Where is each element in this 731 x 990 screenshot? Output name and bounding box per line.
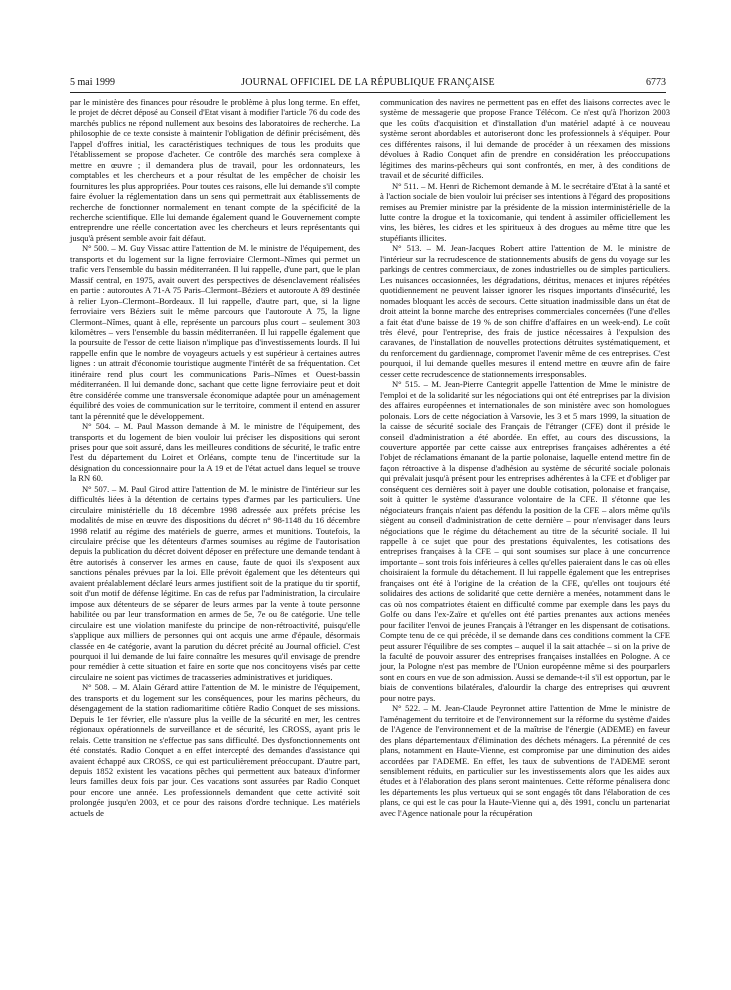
journal-title: JOURNAL OFFICIEL DE LA RÉPUBLIQUE FRANÇAISE (241, 77, 495, 88)
question-507: N° 507. – M. Paul Girod attire l'attention de M. le ministre de l'intérieur sur les difficultés liées à la détention de certains types d'armes par les particuliers. Une circulaire ministérielle du 18 décembre 1998 adressée aux préfets précise les modalités de mise en œuvre des dispositions du décret n° 98-1148 du 16 décembre 1998 relatif au régime des matériels de guerre, armes et munitions. Toutefois, la circulaire précise que les détenteurs d'armes soumises au régime de l'autorisation depuis la publication du décret doivent déposer en préfecture une demande tendant à être autorisés à conserver les armes en cause, faute de quoi ils s'exposent aux sanctions pénales prévues par la loi. Elle prévoit également que les détenteurs qui avaient préalablement déclaré leurs armes justifient soit de la pratique du tir sportif, soit d'un motif de défense légitime. En cas de refus par l'administration, la circulaire impose aux détenteurs de se séparer de leurs armes par la vente à toute personne habilitée ou par leur transformation en armes de 5e, 7e ou 8e catégorie. Une telle circulaire est une violation manifeste du principe de non-rétroactivité, puisqu'elle s'applique aux milliers de personnes qui ont acquis une arme d'épaule, désormais classée en 4e catégorie, avant la parution du décret précité au Journal officiel. C'est pourquoi il lui demande de lui faire connaître les mesures qu'il envisage de prendre pour remédier à cette situation et faire en sorte que nos concitoyens visés par cette circulaire ne soient pas victimes de tracasseries administratives et juridiques. (70, 483, 360, 682)
question-500: N° 500. – M. Guy Vissac attire l'attention de M. le ministre de l'équipement, des transports et du logement sur la ligne ferroviaire Clermont–Nîmes qui permet un trafic vers l'ensemble du bassin méditerranéen. Il lui rappelle, d'une part, que le plan Massif central, en 1975, avait ouvert des perspectives de désenclavement réalisées en partie : autoroutes A 71-A 75 Paris–Clermont–Béziers et autoroute A 89 destinée à relier Lyon–Clermont–Bordeaux. Il lui rappelle, d'autre part, que, si la ligne ferroviaire vers Béziers suit le même parcours que l'autoroute A 75, la ligne Clermont–Nîmes, quant à elle, représente un parcours plus court – seulement 303 kilomètres – vers l'ensemble du bassin méditerranéen. Il lui rappelle également que la poursuite de l'essor de cette liaison n'implique pas d'investissements lourds. Il lui rappelle enfin que le nombre de voyageurs actuels y est supérieur à certaines autres lignes : un attrait d'économie touristique augmente l'intérêt de sa fréquentation. Cet itinéraire rend plus court les communications Paris–Nîmes et Ouest-bassin méditerranéen. Il lui demande donc, sachant que cette ligne ferroviaire peut et doit être considérée comme une transversale économique adaptée pour un aménagement équilibré des voies de communication sur le territoire, comment il entend en assurer tant la pérennité que le développement. (70, 243, 360, 421)
header-rule (70, 92, 666, 93)
page-number: 6773 (646, 77, 666, 88)
page-header (70, 77, 666, 93)
question-522: N° 522. – M. Jean-Claude Peyronnet attire l'attention de Mme le ministre de l'aménagement du territoire et de l'environnement sur la réforme du système d'aides de l'Agence de l'environnement et de la maîtrise de l'énergie (ADEME) en faveur des plans départementaux d'élimination des déchets ménagers. La pérennité de ces plans, notamment en Haute-Vienne, est compromise par une diminution des aides accordées par l'ADEME. En effet, les taux de subventions de l'ADEME seront sensiblement réduits, en particulier sur les investissements alors que les aides aux études et à l'élaboration des plans seront maintenues. Cette réforme pénalisera donc les départements les plus vertueux qui se sont engagés tôt dans l'élaboration de ces plans, ce qui est le cas pour la Haute-Vienne qui a, dès 1991, conclu un partenariat avec l'Agence nationale pour la récupération (380, 703, 670, 818)
question-515: N° 515. – M. Jean-Pierre Cantegrit appelle l'attention de Mme le ministre de l'emploi et de la solidarité sur les négociations qui ont été entreprises par la division des affaires européennes et internationales de son ministère avec son homologues polonais. Lors de cette négociation à Varsovie, les 3 et 5 mars 1999, la situation de la caisse de sécurité sociale des Français de l'étranger (CFE) dont il préside le conseil d'administration a été abordée. En effet, au cours des discussions, la couverture apportée par cette caisse aux entreprises françaises adhérentes a été l'objet de réclamations émanant de la partie polonaise, laquelle entend mettre fin de façon rétroactive à la dispense d'adhésion au système de sécurité sociale polonais qui prévalait jusqu'à présent pour les entreprises adhérentes à la CFE et d'obliger par conséquent ces dernières soit à payer une double cotisation, polonaise et française, soit à quitter le système d'assurance volontaire de la CFE. Il s'étonne que les négociateurs français n'aient pas défendu la position de la CFE – alors même qu'ils siègent au conseil d'administration de cette dernière – pour n'envisager dans leurs négociations que le régime du détachement au titre de la sécurité sociale. Il lui rappelle à ce sujet que pour des prestations équivalentes, les cotisations des entreprises françaises à la CFE – qui sont soumises sur place à une concurrence importante – sont trois fois inférieures à celles qu'elles paieraient dans le cas où elles choisiraient la formule du détachement. Il lui rappelle également que les entreprises françaises ont été à l'origine de la création de la CFE, qu'elles ont toujours été solidaires des actions de solidarité que cette dernière a menées, notamment dans le cas où nos compatriotes étaient en difficulté comme par exemple dans les pays du Golfe ou dans l'ex-Zaïre et qu'elles ont été parties prenantes aux actions menées pour faciliter l'envoi de jeunes Français à l'étranger en les dispensant de cotisations. Compte tenu de ce qui précède, il se demande dans ces conditions comment la CFE peut assurer l'équilibre de ses comptes – auquel il la sait attachée – si on la prive de la faculté de pouvoir assurer des entreprises françaises installées en Pologne. A ce jour, la Pologne n'est pas membre de l'Union européenne même si des pourparlers sont en cours en vue de son admission. Aussi se demande-t-il s'il est opportun, par le biais de conventions bilatérales, d'alourdir la charge des entreprises qui œuvrent pour notre pays. (380, 379, 670, 703)
question-508: N° 508. – M. Alain Gérard attire l'attention de M. le ministre de l'équipement, des transports et du logement sur les conséquences, pour les marins pêcheurs, du désengagement de la station radiomaritime côtière Radio Conquet de ses missions. Depuis le 1er février, elle n'assure plus la veille de la sécurité en mer, les centres régionaux opérationnels de surveillance et de sécurité, les CROSS, ayant pris le relais. Cette transition ne s'effectue pas sans difficulté. Des dysfonctionnements ont été constatés. Radio Conquet a en effet intercepté des demandes d'assistance qui avaient échappé aux CROSS, ce qui est particulièrement préoccupant. D'autre part, depuis 1852 existent les vacations pêches qui permettent aux bateaux d'informer leurs familles deux fois par jour. Ces vacations sont assurées par Radio Conquet pour encore une année. Les professionnels demandent que cette activité soit prolongée jusqu'en 2003, et ce pour des raisons d'ordre technique. Les matériels actuels de (70, 682, 360, 818)
right-column (380, 97, 670, 818)
question-504: N° 504. – M. Paul Masson demande à M. le ministre de l'équipement, des transports et du logement de bien vouloir lui préciser les dispositions qui seront prises pour que soit assuré, dans les meilleures conditions de sécurité, le trafic entre l'est du département du Loiret et Orléans, compte tenu de l'incertitude sur la désignation du concessionnaire pour la A 19 et de l'état actuel dans lequel se trouve la RN 60. (70, 421, 360, 484)
question-513: N° 513. – M. Jean-Jacques Robert attire l'attention de M. le ministre de l'intérieur sur la recrudescence de stationnements abusifs de gens du voyage sur les parkings de centres commerciaux, de zones industrielles ou de simples particuliers. Les nuisances occasionnées, les dégradations, détritus, menaces et injures répétées quotidiennement ne peuvent laisser ignorer les risques importants d'insécurité, les nomades bloquant les accès de secours. Cette situation inadmissible dans un état de droit atteint la bonne marche des entreprises commerciales concernées (l'une d'elles a fait état d'une baisse de 19 % de son chiffre d'affaires en un week-end). Le coût très élevé, pour l'entreprise, des frais de justice nécessaires à l'expulsion des caravanes, de l'installation de nouvelles protections détruites systématiquement, et du renforcement du gardiennage, compromet l'avenir même de ces entreprises. C'est pourquoi, il lui demande quelles mesures il entend mettre en œuvre afin de faire cesser cette recrudescence de stationnements irresponsables. (380, 243, 670, 379)
question-511: N° 511. – M. Henri de Richemont demande à M. le secrétaire d'Etat à la santé et à l'action sociale de bien vouloir lui préciser ses intentions à l'égard des propositions remises au Premier ministre par la présidente de la mission interministérielle de la lutte contre la drogue et la toxicomanie, qui tendent à assimiler officiellement les vins, les bières, les cidres et les spiritueux à des drogues au même titre que les stupéfiants illicites. (380, 180, 670, 243)
header-date: 5 mai 1999 (70, 77, 115, 88)
paragraph: par le ministère des finances pour résoudre le problème à plus long terme. En effet, le projet de décret déposé au Conseil d'Etat visant à modifier l'article 76 du code des marchés publics ne répond nullement aux besoins des laboratoires de recherche. La philosophie de ce texte consiste à maintenir l'obligation de définir précisément, dès l'appel d'offres initial, les caractéristiques techniques de tous les produits que l'établissement se propose d'acheter. Ce contrôle des marchés sera complexe à mettre en œuvre ; il demandera plus de travail, pour les ordonnateurs, les comptables et les chercheurs et a pour résultat de les empêcher de choisir les fournitures les plus appropriées. Pour toutes ces raisons, elle lui demande s'il compte faire évoluer la réglementation dans un sens qui permettrait aux établissements de recherche de fonctionner normalement en tenant compte de la spécificité de la recherche scientifique. Elle lui demande également quand le Gouvernement compte entreprendre une réelle concertation avec les chercheurs et leurs représentants qui jusqu'à présent semble avoir fait défaut. (70, 97, 360, 243)
left-column (70, 97, 360, 818)
paragraph: communication des navires ne permettent pas en effet des liaisons correctes avec le système de messagerie que propose France Télécom. Ce n'est qu'à l'horizon 2003 que les coûts d'acquisition et d'installation d'un matériel adapté à ce nouveau système seront abordables et autoriseront donc les professionnels à s'équiper. Pour ces différentes raisons, il lui demande de procéder à un réexamen des missions dévolues à Radio Conquet afin de prendre en considération les préoccupations légitimes des marins-pêcheurs qui sont confrontés, en mer, à des conditions de travail et de sécurité difficiles. (380, 97, 670, 181)
